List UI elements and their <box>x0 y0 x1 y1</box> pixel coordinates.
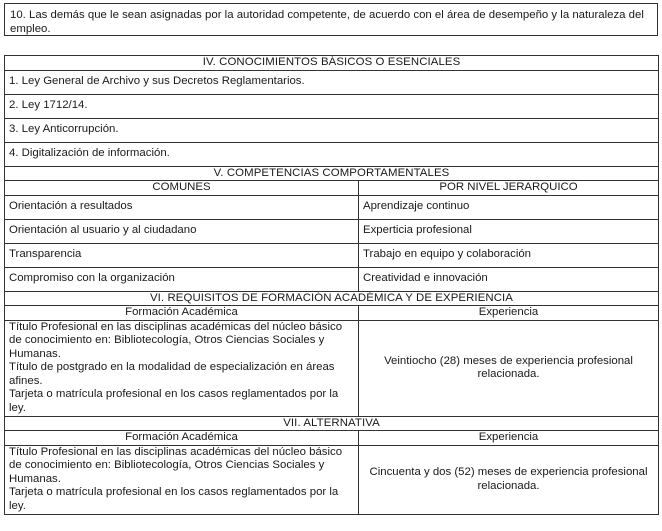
knowledge-row <box>5 142 659 166</box>
formacion-item: Tarjeta o matrícula profesional en los casos reglamentados por la ley. <box>9 388 339 414</box>
column-header-experiencia: Experiencia <box>359 306 659 321</box>
knowledge-row <box>5 94 659 118</box>
section-6-title: VI. REQUISITOS DE FORMACIÓN ACADÉMICA Y DE EXPERIENCIA <box>5 291 659 306</box>
knowledge-item-4: 4. Digitalización de información. <box>5 142 659 166</box>
knowledge-row <box>5 70 659 94</box>
competency-hierarchical: Aprendizaje continuo <box>359 195 659 219</box>
section-4-header <box>5 56 659 71</box>
requirements-row <box>5 320 659 416</box>
alternative-formacion-cell <box>5 445 359 514</box>
section-5-header <box>5 166 659 181</box>
formacion-item: Tarjeta o matrícula profesional en los casos reglamentados por la ley. <box>9 486 339 512</box>
function-item-10-text: 10. Las demás que le sean asignadas por la autoridad competente, de acuerdo con el área de desempeño y la naturaleza del empleo. <box>10 9 644 35</box>
knowledge-item-2: 2. Ley 1712/14. <box>5 94 659 118</box>
competency-hierarchical: Trabajo en equipo y colaboración <box>359 243 659 267</box>
competency-row <box>5 195 659 219</box>
column-header-comunes: COMUNES <box>5 181 359 196</box>
competency-row <box>5 243 659 267</box>
competency-hierarchical: Creatividad e innovación <box>359 267 659 291</box>
section-4-title: IV. CONOCIMIENTOS BÁSICOS O ESENCIALES <box>5 56 659 71</box>
requirements-column-headers <box>5 306 659 321</box>
competency-common: Orientación al usuario y al ciudadano <box>5 219 359 243</box>
formacion-item: Título de postgrado en la modalidad de especialización en áreas afines. <box>9 361 335 387</box>
formacion-item: Título Profesional en las disciplinas académicas del núcleo básico de conocimiento en: Bibliotecología, Otros Ciencias Sociales y Humanas. <box>9 321 343 360</box>
section-7-title: VII. ALTERNATIVA <box>5 416 659 431</box>
competency-row <box>5 219 659 243</box>
job-requirements-table <box>4 55 659 515</box>
knowledge-row <box>5 118 659 142</box>
competency-common: Compromiso con la organización <box>5 267 359 291</box>
section-5-title: V. COMPETENCIAS COMPORTAMENTALES <box>5 166 659 181</box>
competency-row <box>5 267 659 291</box>
knowledge-item-3: 3. Ley Anticorrupción. <box>5 118 659 142</box>
knowledge-item-1: 1. Ley General de Archivo y sus Decretos Reglamentarios. <box>5 70 659 94</box>
column-header-formacion: Formación Académica <box>5 431 359 446</box>
alternative-column-headers <box>5 431 659 446</box>
column-header-formacion: Formación Académica <box>5 306 359 321</box>
competency-hierarchical: Experticia profesional <box>359 219 659 243</box>
competencies-column-headers <box>5 181 659 196</box>
formacion-item: Título Profesional en las disciplinas académicas del núcleo básico de conocimiento en: Bibliotecología, Otros Ciencias Sociales y Humanas. <box>9 445 343 485</box>
alternative-row <box>5 445 659 514</box>
formacion-academica-cell <box>5 320 359 416</box>
alternative-experiencia-cell: Cincuenta y dos (52) meses de experiencia profesional relacionada. <box>359 445 659 514</box>
experiencia-cell: Veintiocho (28) meses de experiencia profesional relacionada. <box>359 320 659 416</box>
section-7-header <box>5 416 659 431</box>
competency-common: Transparencia <box>5 243 359 267</box>
column-header-experiencia: Experiencia <box>359 431 659 446</box>
competency-common: Orientación a resultados <box>5 195 359 219</box>
section-6-header <box>5 291 659 306</box>
document-page <box>4 3 658 515</box>
function-item-10 <box>4 3 658 36</box>
column-header-nivel-jerarquico: POR NIVEL JERARQUICO <box>359 181 659 196</box>
